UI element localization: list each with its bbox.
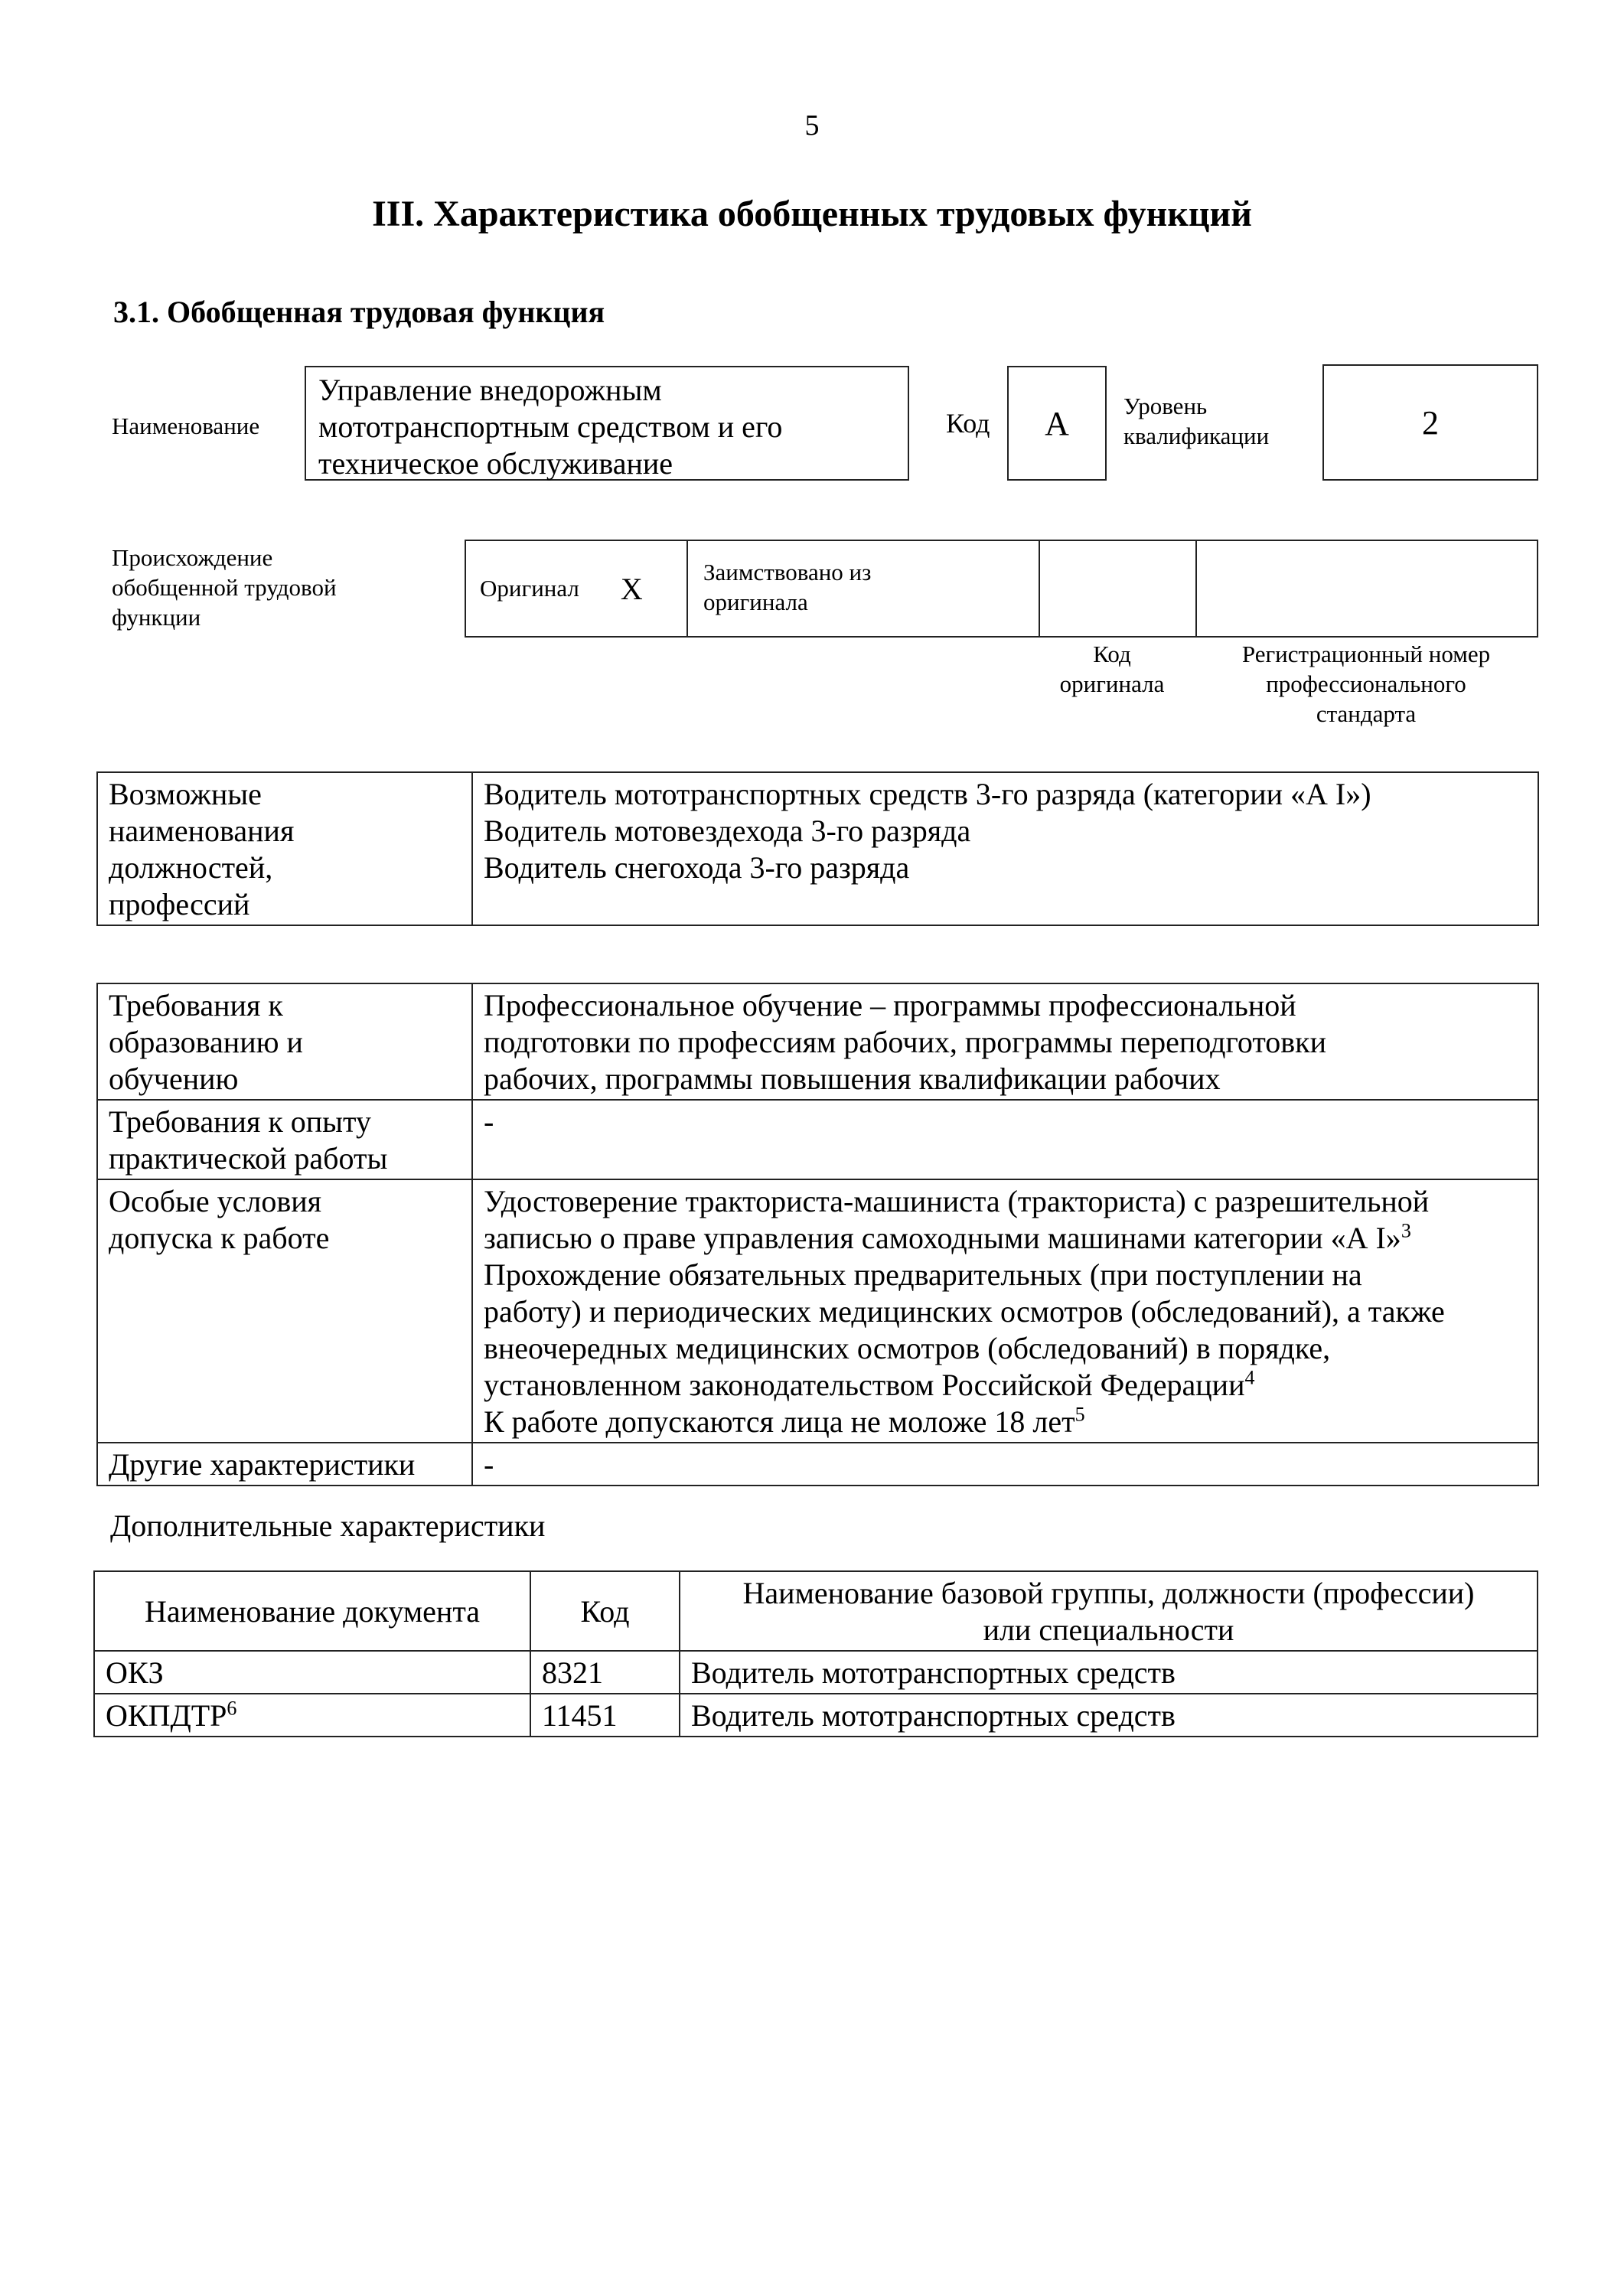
table-row [97,983,1538,1100]
value-text: записью о праве управления самоходными машинами категории «А I» [484,1221,1401,1255]
other-value-cell [472,1443,1538,1486]
value-text: Удостоверение тракториста-машиниста (тракториста) с разрешительной [484,1184,1430,1218]
value-text: Прохождение обязательных предварительных (при поступлении на [484,1257,1362,1292]
qualification-level-label-line: квалификации [1123,422,1270,449]
caption-line: профессионального [1266,670,1466,697]
value-text: внеочередных медицинских осмотров (обследований) в порядке, [484,1331,1331,1365]
position-item: Водитель мототранспортных средств 3-го разряда (категории «А I») [484,777,1371,811]
doc-cell [94,1694,530,1737]
doc-name: ОКЗ [106,1655,164,1690]
origin-code-cell [1040,541,1197,636]
additional-table [93,1570,1538,1737]
other-label-cell [97,1443,472,1486]
positions-label-cell [97,772,472,925]
name-cell: Водитель мототранспортных средств [680,1651,1538,1694]
position-item: Водитель мотовездехода 3-го разряда [484,814,971,848]
label-line: Особые условия [109,1184,322,1218]
caption-line: Регистрационный номер [1241,641,1491,667]
positions-value-cell [472,772,1538,925]
function-name-line: техническое обслуживание [318,446,673,481]
table-row [94,1651,1538,1694]
education-value-cell [472,983,1538,1100]
qualification-level-label [1123,392,1269,452]
function-code-box [1007,366,1107,481]
reg-number-caption [1202,640,1531,729]
value-line [484,1330,1527,1367]
origin-borrowed-cell [688,541,1040,636]
value-text: работу) и периодических медицинских осмотров (обследований), а также [484,1294,1445,1329]
origin-label-line: обобщенной трудовой [112,573,337,601]
function-name-box [305,366,909,481]
header-line: Наименование базовой группы, должности (профессии) [742,1576,1475,1610]
function-name-line: мототранспортным средством и его [318,409,783,444]
origin-label-line: Происхождение [112,544,273,571]
origin-borrowed-label-line: Заимствовано из [703,559,872,585]
caption-line: оригинала [1059,670,1165,697]
value-line: Профессиональное обучение – программы профессиональной [484,988,1296,1022]
header-group-name [680,1571,1538,1651]
value-line [484,1220,1527,1257]
qualification-level-box [1322,364,1538,481]
value-line: - [484,1104,494,1139]
positions-table [96,771,1539,926]
origin-reg-number-cell [1197,541,1537,636]
header-line: или специальности [983,1613,1234,1647]
value-line [484,1257,1527,1293]
admission-value-cell [472,1179,1538,1443]
code-original-caption [1032,640,1192,700]
subsection-title: 3.1. Обобщенная трудовая функция [113,295,605,329]
table-row [94,1694,1538,1737]
value-line [484,1404,1527,1440]
code-cell: 8321 [530,1651,680,1694]
footnote-ref[interactable]: 4 [1244,1366,1255,1389]
admission-label-cell [97,1179,472,1443]
label-line: обучению [109,1062,239,1096]
additional-title: Дополнительные характеристики [110,1508,546,1543]
value-line [484,1183,1527,1220]
page-number: 5 [804,109,820,142]
table-row [97,772,1538,925]
header-document: Наименование документа [94,1571,530,1651]
value-line: подготовки по профессиям рабочих, программы переподготовки [484,1025,1327,1059]
value-line: - [484,1447,494,1482]
function-name-label: Наименование [112,413,260,439]
doc-cell [94,1651,530,1694]
label-line: должностей, [109,850,273,885]
position-item: Водитель снегохода 3-го разряда [484,850,910,885]
table-row [97,1100,1538,1179]
footnote-ref[interactable]: 3 [1401,1219,1411,1242]
qualification-level-value: 2 [1422,403,1439,442]
table-header-row [94,1571,1538,1651]
label-line: Требования к опыту [109,1104,372,1139]
label-line: профессий [109,887,250,921]
origin-original-label: Оригинал [480,575,579,602]
origin-label-line: функции [112,603,201,631]
label-line: образованию и [109,1025,303,1059]
function-code-value: A [1045,404,1069,442]
label-line: Возможные [109,777,262,811]
footnote-ref[interactable]: 6 [227,1697,237,1720]
origin-original-cell [466,541,688,636]
name-cell: Водитель мототранспортных средств [680,1694,1538,1737]
value-line: рабочих, программы повышения квалификации рабочих [484,1062,1221,1096]
label-line: допуска к работе [109,1221,330,1255]
label-line: наименования [109,814,295,848]
section-title: III. Характеристика обобщенных трудовых функций [372,194,1252,234]
origin-original-mark: X [620,571,643,606]
origin-table [465,540,1538,638]
origin-borrowed-label-line: оригинала [703,588,808,615]
caption-line: стандарта [1316,700,1417,727]
label-line: Другие характеристики [109,1447,416,1482]
table-row [97,1443,1538,1486]
footnote-ref[interactable]: 5 [1075,1403,1085,1426]
code-cell: 11451 [530,1694,680,1737]
table-row [97,1179,1538,1443]
qualification-level-label-line: Уровень [1123,393,1208,419]
education-label-cell [97,983,472,1100]
doc-name: ОКПДТР [106,1698,227,1733]
function-name-line: Управление внедорожным [318,373,662,407]
value-line [484,1293,1527,1330]
value-text: К работе допускаются лица не моложе 18 лет [484,1404,1075,1439]
requirements-table [96,983,1539,1486]
header-code: Код [530,1571,680,1651]
origin-label [112,543,337,632]
function-code-label: Код [946,408,990,439]
value-text: установленном законодательством Российской Федерации [484,1368,1245,1402]
caption-line: Код [1093,641,1131,667]
experience-label-cell [97,1100,472,1179]
label-line: практической работы [109,1141,388,1176]
label-line: Требования к [109,988,283,1022]
experience-value-cell [472,1100,1538,1179]
value-line [484,1367,1527,1404]
